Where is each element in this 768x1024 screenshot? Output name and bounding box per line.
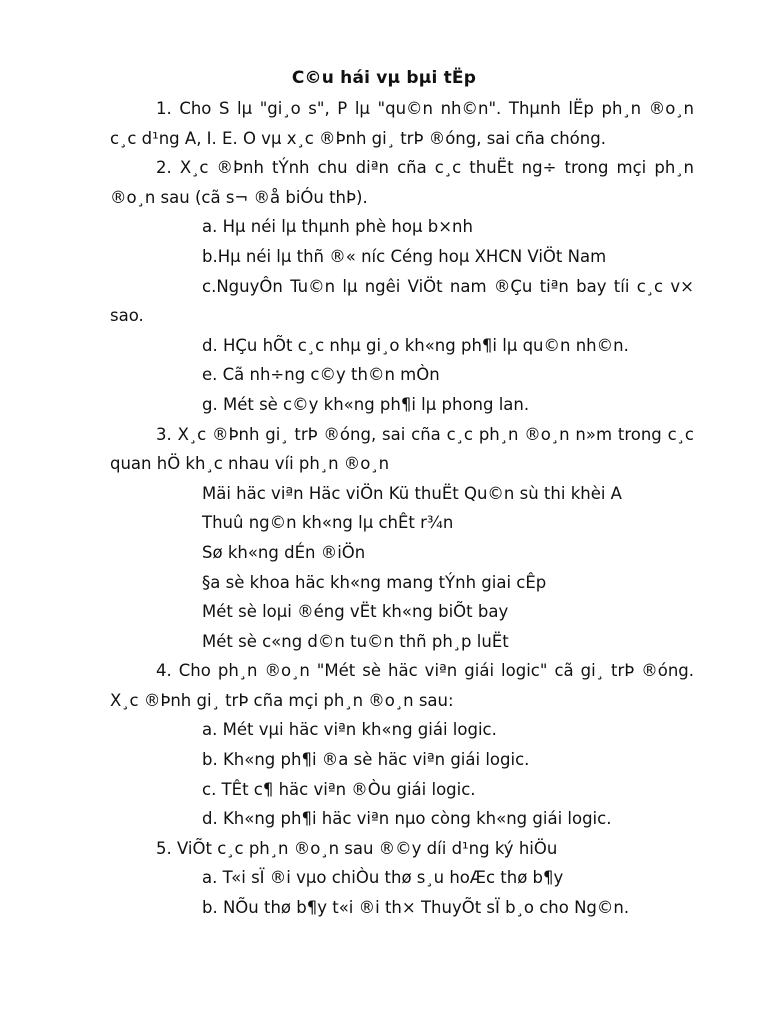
question-4-item-c: c. TÊt c¶ häc viªn ®Òu giái logic. [202, 779, 476, 799]
question-2-item-e: e. Cã nh÷ng c©y th©n mÒn [202, 365, 440, 385]
question-4-item-a: a. Mét vµi häc viªn kh«ng giái logic. [202, 720, 497, 740]
question-2-item-g: g. Mét sè c©y kh«ng ph¶i lµ phong lan. [202, 394, 530, 414]
question-3-item-5: Mét sè loµi ®éng vËt kh«ng biÕt bay [202, 602, 509, 622]
question-5: 5. ViÕt c¸c ph¸n ®o¸n sau ®©y díi d¹ng ký hiÖu [156, 838, 558, 858]
question-3-item-3: Sø kh«ng dÉn ®iÖn [202, 542, 366, 562]
question-2-item-a: a. Hµ néi lµ thµnh phè hoµ b×nh [202, 217, 473, 237]
question-4-item-b: b. Kh«ng ph¶i ®a sè häc viªn giái logic. [202, 750, 530, 770]
question-4-item-d: d. Kh«ng ph¶i häc viªn nµo còng kh«ng giái logic. [202, 809, 612, 829]
question-3-item-1: Mäi häc viªn Häc viÖn Kü thuËt Qu©n sù thi khèi A [202, 483, 622, 503]
question-2-item-c: c.NguyÔn Tu©n lµ ngêi ViÖt nam ®Çu tiªn bay tíi c¸c v× sao. [110, 276, 694, 326]
question-2-item-b: b.Hµ néi lµ thñ ®« níc Céng hoµ XHCN ViÖt Nam [202, 246, 607, 266]
question-3-item-4: §a sè khoa häc kh«ng mang tÝnh giai cÊp [202, 572, 547, 592]
question-4: 4. Cho ph¸n ®o¸n "Mét sè häc viªn giái logic" cã gi¸ trÞ ®óng. X¸c ®Þnh gi¸ trÞ cña mçi ph¸n ®o¸n sau: [110, 661, 694, 710]
question-3-item-2: Thuû ng©n kh«ng lµ chÊt r¾n [202, 513, 454, 533]
question-2-item-d: d. HÇu hÕt c¸c nhµ gi¸o kh«ng ph¶i lµ qu©n nh©n. [202, 335, 629, 355]
question-1: 1. Cho S lµ "gi¸o s", P lµ "qu©n nh©n". Thµnh lËp ph¸n ®o¸n c¸c d¹ng A, I. E. O vµ x¸c ®Þnh gi¸ trÞ ®óng, sai cña chóng. [110, 99, 694, 148]
page-title: C©u hái vµ bµi tËp [291, 68, 477, 88]
question-2: 2. X¸c ®Þnh tÝnh chu diªn cña c¸c thuËt ng÷ trong mçi ph¸n ®o¸n sau (cã s¬ ®å biÓu thÞ). [110, 158, 694, 207]
question-3-item-6: Mét sè c«ng d©n tu©n thñ ph¸p luËt [202, 631, 509, 651]
question-3: 3. X¸c ®Þnh gi¸ trÞ ®óng, sai cña c¸c ph¸n ®o¸n n»m trong c¸c quan hÖ kh¸c nhau víi ph¸n ®o¸n [110, 424, 694, 474]
question-5-item-a: a. T«i sÏ ®i vµo chiÒu thø s¸u hoÆc thø b¶y [202, 868, 564, 888]
question-5-item-b: b. NÕu thø b¶y t«i ®i th× ThuyÕt sÏ b¸o cho Ng©n. [202, 898, 630, 918]
document-body [110, 94, 694, 923]
